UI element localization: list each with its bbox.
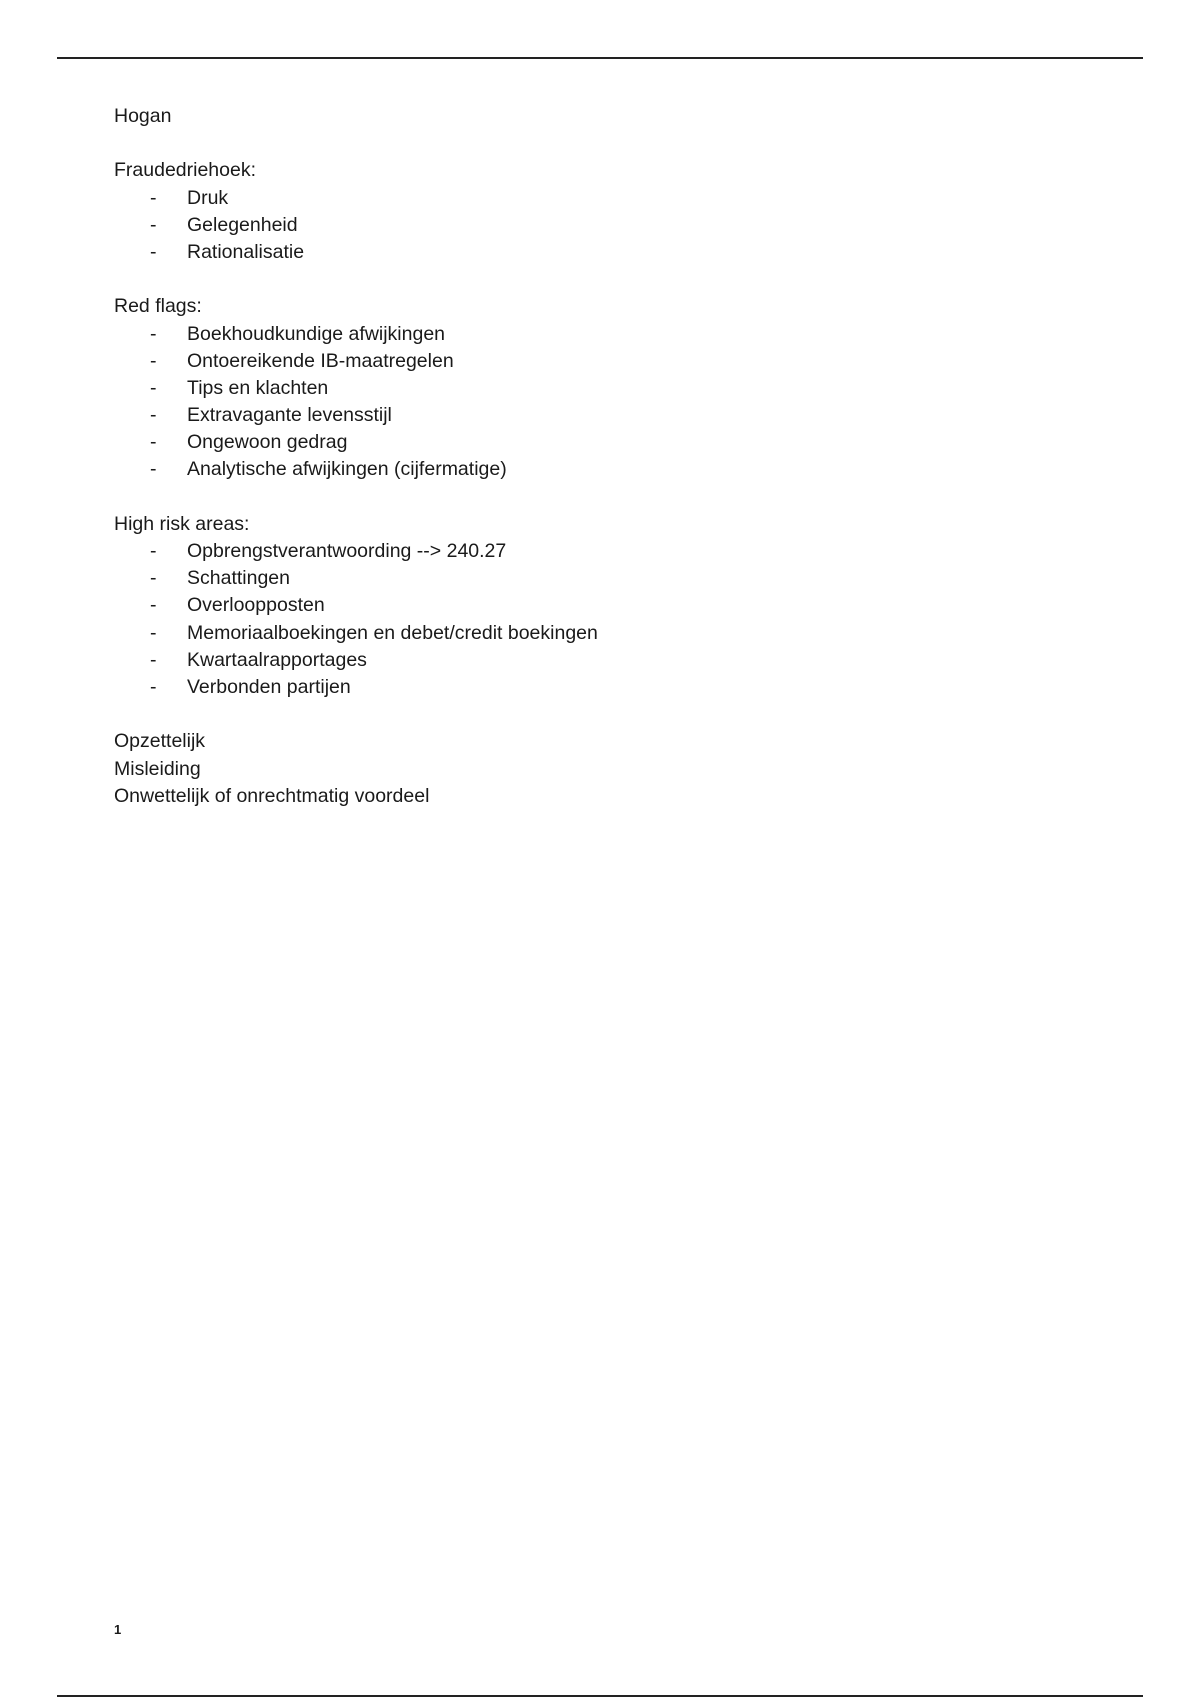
list-item (114, 674, 1114, 701)
list-item-text: Overloopposten (187, 594, 325, 617)
list-item-text: Gelegenheid (187, 213, 298, 236)
spacer (114, 266, 1114, 293)
document-title: Hogan (114, 105, 172, 127)
section-heading-fraudedriehoek: Fraudedriehoek: (114, 159, 257, 182)
list-item (114, 212, 1114, 239)
dash-bullet: - (150, 240, 157, 263)
dash-bullet: - (150, 648, 157, 671)
dash-bullet: - (150, 431, 157, 454)
dash-bullet: - (150, 567, 157, 590)
section-heading-high-risk-areas: High risk areas: (114, 512, 250, 535)
dash-bullet: - (150, 322, 157, 345)
list-item (114, 185, 1114, 212)
dash-bullet: - (150, 540, 157, 562)
dash-bullet: - (150, 621, 157, 644)
list-item (114, 375, 1114, 402)
list-item-text: Ontoereikende IB-maatregelen (187, 349, 454, 372)
list-item-text: Opbrengstverantwoording --> 240.27 (187, 540, 507, 562)
red-flags-list (114, 321, 1114, 484)
list-item (114, 402, 1114, 429)
list-item (114, 348, 1114, 375)
high-risk-areas-list (114, 538, 1114, 701)
dash-bullet: - (150, 349, 157, 372)
dash-bullet: - (150, 675, 157, 698)
list-item-text: Tips en klachten (187, 376, 329, 399)
spacer (114, 130, 1114, 157)
list-item-text: Analytische afwijkingen (cijfermatige) (187, 458, 507, 481)
page-number: 1 (114, 1622, 122, 1637)
dash-bullet: - (150, 186, 157, 209)
closing-line: Misleiding (114, 757, 201, 780)
list-item (114, 456, 1114, 483)
dash-bullet: - (150, 213, 157, 236)
list-item (114, 538, 1114, 565)
list-item-text: Memoriaalboekingen en debet/credit boekingen (187, 621, 598, 644)
list-item-text: Verbonden partijen (187, 675, 351, 698)
header-rule (57, 57, 1143, 59)
list-item-text: Boekhoudkundige afwijkingen (187, 322, 446, 345)
dash-bullet: - (150, 376, 157, 399)
section-heading-red-flags: Red flags: (114, 295, 202, 318)
spacer (114, 484, 1114, 511)
list-item (114, 321, 1114, 348)
dash-bullet: - (150, 458, 157, 481)
list-item-text: Ongewoon gedrag (187, 431, 348, 454)
list-item (114, 647, 1114, 674)
footer-rule (57, 1695, 1143, 1697)
spacer (114, 701, 1114, 728)
dash-bullet: - (150, 594, 157, 617)
list-item-text: Rationalisatie (187, 240, 305, 263)
list-item (114, 429, 1114, 456)
list-item-text: Extravagante levensstijl (187, 404, 392, 427)
list-item (114, 620, 1114, 647)
list-item-text: Druk (187, 186, 229, 209)
list-item-text: Schattingen (187, 567, 290, 590)
list-item (114, 565, 1114, 592)
list-item (114, 592, 1114, 619)
fraudedriehoek-list (114, 185, 1114, 267)
dash-bullet: - (150, 404, 157, 427)
closing-line: Onwettelijk of onrechtmatig voordeel (114, 784, 430, 807)
closing-line: Opzettelijk (114, 730, 206, 753)
list-item (114, 239, 1114, 266)
document-body (114, 103, 1114, 810)
list-item-text: Kwartaalrapportages (187, 648, 367, 671)
